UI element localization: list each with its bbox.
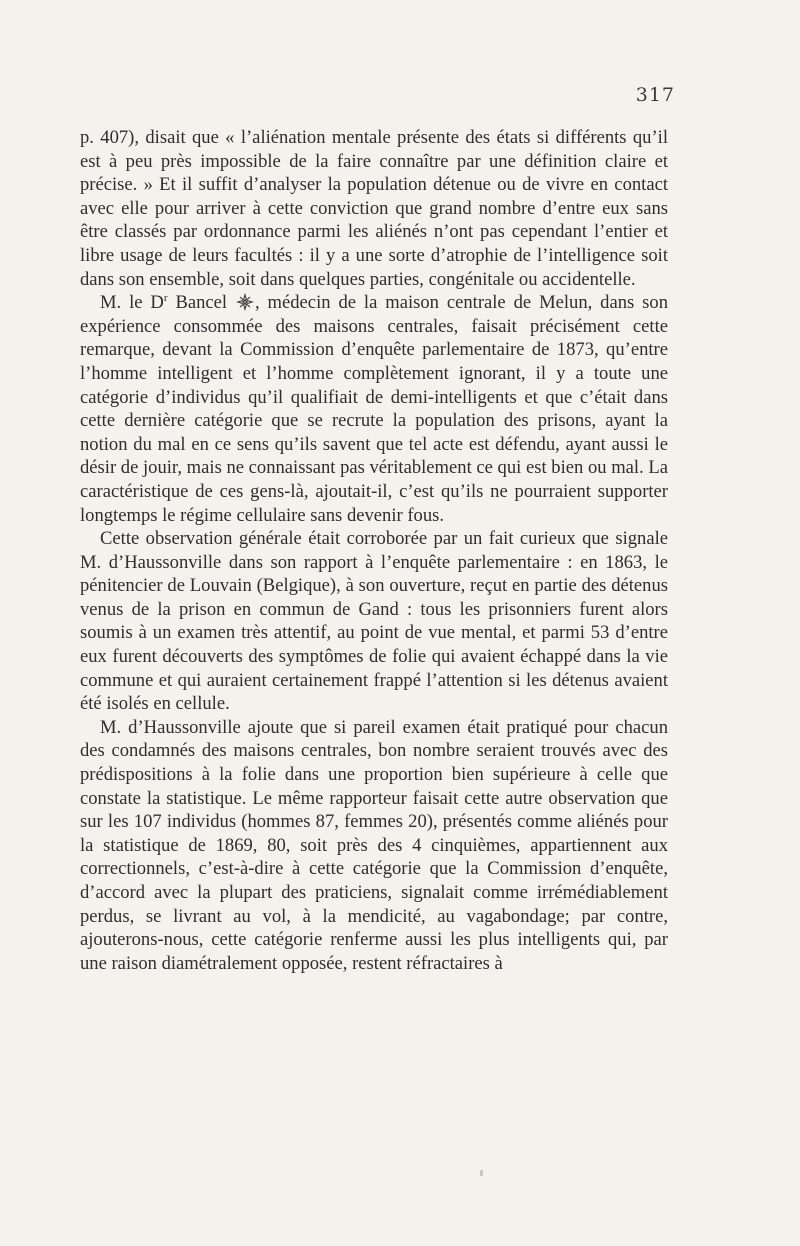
paragraph-2-prefix: M. le D bbox=[100, 292, 164, 314]
paragraph-4: M. d’Haussonville ajoute que si pareil examen était pratiqué pour chacun des condamnés des maisons centrales, bon nombre seraient trouvés avec des prédispositions à la folie dans une proportion bien supérieure à celle que constate la statistique. Le même rapporteur faisait cette autre observation que sur les 107 individus (hommes 87, femmes 20), présentés comme aliénés pour la statistique de 1869, 80, soit près des 4 cinquièmes, appartiennent aux correctionnels, c’est-à-dire à cette catégorie que la Commission d’enquête, d’accord avec la plupart des praticiens, signalait comme irrémédiablement perdus, se livrant au vol, à la mendicité, au vagabondage; par contre, ajouterons-nous, cette catégorie renferme aussi les plus intelligents qui, par une raison diamétralement opposée, restent réfractaires à bbox=[80, 716, 668, 974]
page-number: 317 bbox=[635, 84, 675, 106]
paragraph-3: Cette observation générale était corroborée par un fait curieux que signale M. d’Haussonville dans son rapport à l’enquête parlementaire : en 1863, le pénitencier de Louvain (Belgique), à son ouverture, reçut en partie des détenus venus de la prison en commun de Gand : tous les prisonniers furent alors soumis à un examen très attentif, au point de vue mental, et parmi 53 d’entre eux furent découverts des symptômes de folie qui avaient échappé dans la vie commune et qui auraient certainement frappé l’attention si les détenus avaient été isolés en cellule. bbox=[80, 528, 668, 715]
paragraph-2-text: , médecin de la maison centrale de Melun, dans son expérience consommée des maisons centrales, faisait précisément cette remarque, devant la Commission d’enquête parlementaire de 1873, qu’entre l’homme intelligent et l’homme complètement ignorant, il y a toute une catégorie d’individus qu’il qualifiait de demi-intelligents et que c’était dans cette dernière catégorie que se recrute la population des prisons, ayant la notion du mal en ce sens qu’ils savent que tel acte est défendu, ayant aussi le désir de jouir, mais ne connaissant pas véritablement ce qui est bien ou mal. La caractéristique de ces gens-là, ajoutait-il, c’est qu’ils ne pourraient supporter longtemps le régime cellulaire sans devenir fous. bbox=[80, 292, 668, 526]
legion-of-honour-cross-icon bbox=[236, 293, 254, 311]
paragraph-1: p. 407), disait que « l’aliénation mentale présente des états si différents qu’il est à peu près impossible de la faire connaître par une définition claire et précise. » Et il suffit d’analyser la population détenue ou de vivre en contact avec elle pour arriver à cette conviction que grand nombre d’entre eux sans être classés par ordonnance parmi les aliénés n’ont pas cependant l’entier et libre usage de leurs facultés : il y a une sorte d’atrophie de l’intelligence soit dans son ensemble, soit dans quelques parties, congénitale ou accidentelle. bbox=[80, 127, 668, 290]
doctor-name: Bancel bbox=[167, 292, 235, 314]
paragraph-2 bbox=[80, 291, 668, 527]
body-text bbox=[80, 126, 668, 975]
paper-speck bbox=[480, 1170, 483, 1176]
doctor-abbreviation-superscript: r bbox=[163, 291, 168, 304]
